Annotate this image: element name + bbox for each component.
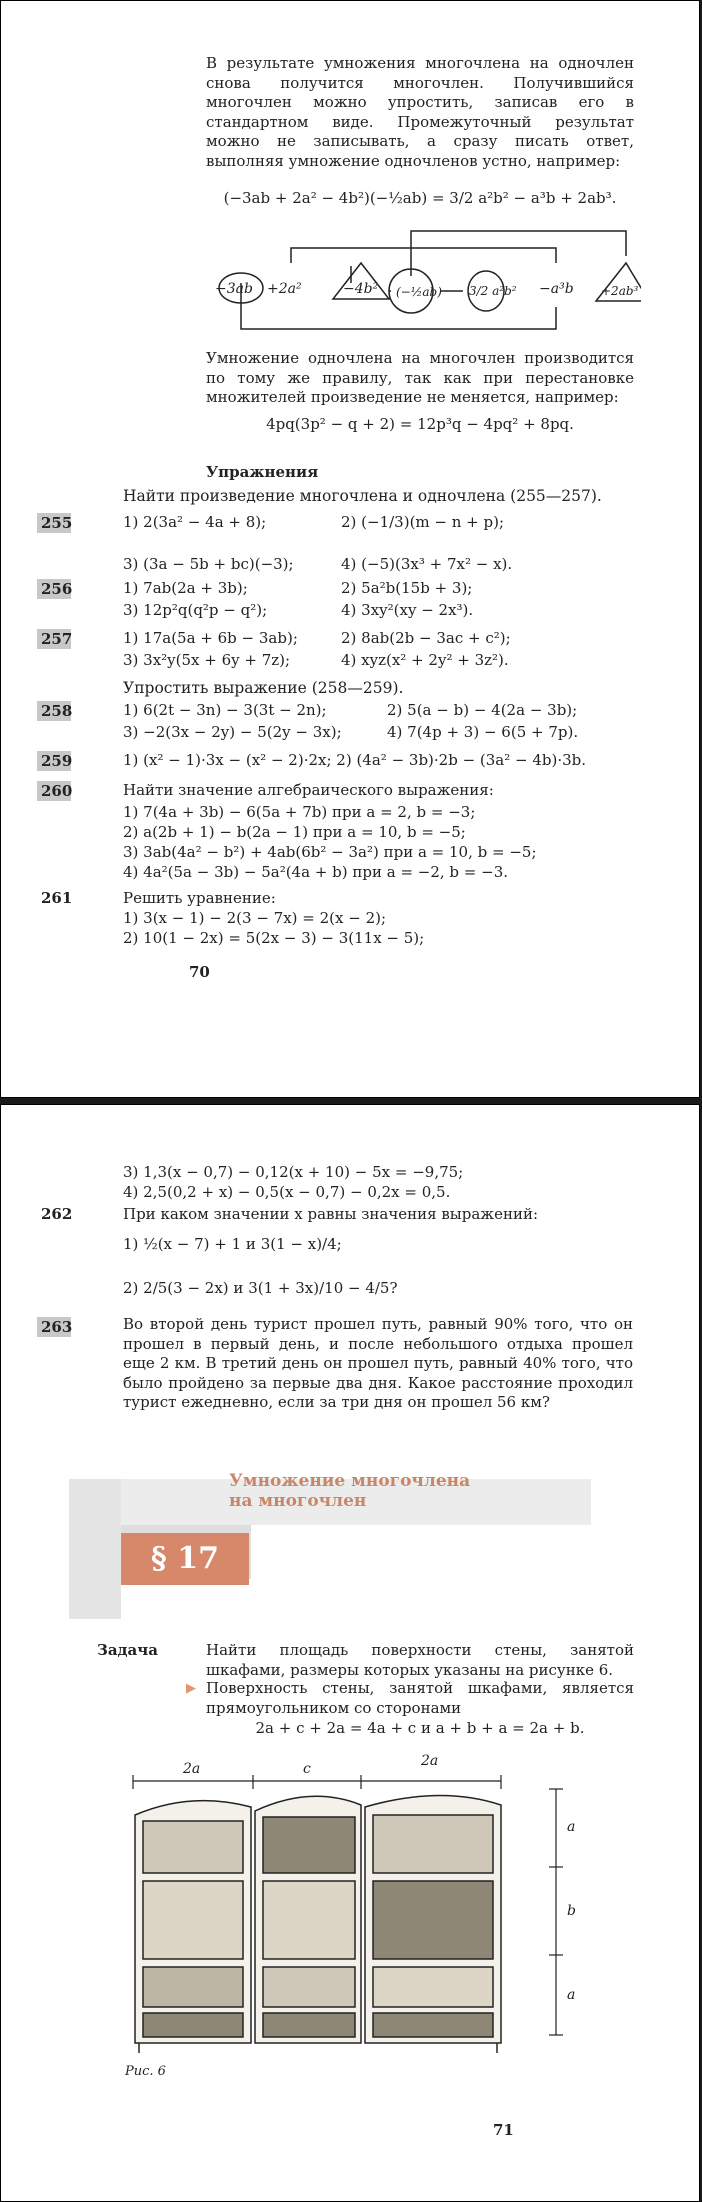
figure-caption: Рис. 6: [125, 2064, 166, 2079]
page-number: 71: [493, 2121, 514, 2139]
exercise-intro: Решить уравнение:: [123, 889, 276, 907]
task-intro-255-257: Найти произведение многочлена и одночлена (255—257).: [123, 487, 602, 505]
exercise-item: 1) ½(x − 7) + 1 и 3(1 − x)/4;: [123, 1235, 342, 1253]
exercise-item: 2) 5(a − b) − 4(2a − 3b);: [387, 701, 578, 719]
exercise-number: 257: [37, 629, 71, 649]
exercise-intro: При каком значении x равны значения выражений:: [123, 1205, 538, 1223]
exercise-item: 2) (−1/3)(m − n + p);: [341, 513, 505, 531]
exercise-item: 4) 4a²(5a − 3b) − 5a²(4a + b) при a = −2, b = −3.: [123, 863, 509, 881]
exercise-intro: Найти значение алгебраического выражения:: [123, 781, 494, 799]
section-decor-vertical: [69, 1479, 121, 1619]
exercises-heading: Упражнения: [206, 463, 319, 481]
exercise-item: 3) 1,3(x − 0,7) − 0,12(x + 10) − 5x = −9,75;: [123, 1163, 464, 1181]
solution-marker-icon: ▶: [186, 1681, 196, 1696]
exercise-number: 260: [37, 781, 71, 801]
diagram-factor: (−½ab): [396, 285, 442, 299]
exercise-item: 3) −2(3x − 2y) − 5(2y − 3x);: [123, 723, 342, 741]
section-number: 17: [177, 1541, 219, 1576]
exercise-item: 1) 7(4a + 3b) − 6(5a + 7b) при a = 2, b = −3;: [123, 803, 476, 821]
dimension-label-top: 2a: [183, 1761, 201, 1777]
exercise-item: 2) 8ab(2b − 3ac + c²);: [341, 629, 511, 647]
exercise-item: 4) 2,5(0,2 + x) − 0,5(x − 0,7) − 0,2x = 0,5.: [123, 1183, 451, 1201]
page-number: 70: [189, 963, 210, 981]
exercise-number: 258: [37, 701, 71, 721]
section-symbol: §: [151, 1541, 167, 1576]
diagram-result2: −a³b: [539, 281, 574, 297]
solution-text: Поверхность стены, занятой шкафами, является прямоугольником со сторонами: [206, 1679, 634, 1717]
multiplication-diagram: [201, 221, 641, 341]
section-title-line1: Умножение многочлена: [229, 1471, 471, 1491]
solution-formula: 2a + c + 2a = 4a + c и a + b + a = 2a + b.: [255, 1719, 585, 1737]
exercise-item: 3) 3ab(4a² − b²) + 4ab(6b² − 3a²) при a = 10, b = −5;: [123, 843, 537, 861]
exercise-item: 1) 7ab(2a + 3b);: [123, 579, 248, 597]
exercise-item: 3) (3a − 5b + bc)(−3);: [123, 555, 294, 573]
page-70: [0, 0, 700, 1098]
exercise-item: 2) a(2b + 1) − b(2a − 1) при a = 10, b = −5;: [123, 823, 466, 841]
diagram-term2: +2a²: [267, 281, 302, 297]
diagram-term1: −3ab: [215, 281, 253, 297]
exercise-number: 262: [41, 1205, 73, 1223]
exercise-item: 4) (−5)(3x³ + 7x² − x).: [341, 555, 513, 573]
exercise-item: 1) 2(3a² − 4a + 8);: [123, 513, 267, 531]
diagram-term3: −4b²: [343, 281, 379, 297]
exercise-item: 2) 2/5(3 − 2x) и 3(1 + 3x)/10 − 4/5?: [123, 1279, 398, 1297]
exercise-number: 261: [41, 889, 73, 907]
exercise-item: 4) xyz(x² + 2y² + 3z²).: [341, 651, 509, 669]
zadacha-text: Найти площадь поверхности стены, занятой шкафами, размеры которых указаны на рисунке 6.: [206, 1641, 634, 1679]
page-71: [0, 1104, 700, 2202]
exercise-item: 4) 3xy²(xy − 2x³).: [341, 601, 474, 619]
dimension-label-top: c: [303, 1761, 311, 1777]
zadacha-label: Задача: [97, 1641, 158, 1659]
exercise-number: 263: [37, 1317, 71, 1337]
example-formula-2: 4pq(3p² − q + 2) = 12p³q − 4pq² + 8pq.: [266, 415, 574, 433]
exercise-item: 1) (x² − 1)·3x − (x² − 2)·2x; 2) (4a² − 3b)·2b − (3a² − 4b)·3b.: [123, 751, 587, 769]
exercise-text: Во второй день турист прошел путь, равный 90% того, что он прошел в первый день, и после небольшого отдыха прошел еще 2 км. В третий день он прошел путь, равный 40% того, что было пройдено за первые два дня. Какое расстояние проходил турист ежедневно, если за три дня он прошел 56 км?: [123, 1315, 633, 1411]
exercise-number: 256: [37, 579, 71, 599]
section-number-badge: [121, 1533, 249, 1585]
exercise-item: 1) 6(2t − 3n) − 3(3t − 2n);: [123, 701, 327, 719]
exercise-item: 1) 17a(5a + 6b − 3ab);: [123, 629, 298, 647]
exercise-number: 255: [37, 513, 71, 533]
example-formula-1: (−3ab + 2a² − 4b²)(−½ab) = 3/2 a²b² − a³b + 2ab³.: [223, 189, 617, 207]
exercise-item: 2) 5a²b(15b + 3);: [341, 579, 473, 597]
dimension-label-side: b: [567, 1903, 576, 1919]
exercise-item: 3) 12p²q(q²p − q²);: [123, 601, 268, 619]
dimension-label-top: 2a: [421, 1753, 439, 1769]
rule-paragraph: Умножение одночлена на многочлен производится по тому же правилу, так как при перестановке множителей произведение не меняется, например:: [206, 349, 634, 406]
exercise-item: 1) 3(x − 1) − 2(3 − 7x) = 2(x − 2);: [123, 909, 387, 927]
dimension-label-side: a: [567, 1819, 576, 1835]
diagram-result3: +2ab³: [601, 284, 639, 298]
task-intro-258-259: Упростить выражение (258—259).: [123, 679, 404, 697]
exercise-item: 2) 10(1 − 2x) = 5(2x − 3) − 3(11x − 5);: [123, 929, 425, 947]
dimension-label-side: a: [567, 1987, 576, 2003]
wardrobe-figure: [121, 1745, 621, 2085]
intro-paragraph: В результате умножения многочлена на одночлен снова получится многочлен. Получившийся многочлен можно упростить, записав его в стандартном виде. Промежуточный результат можно не записывать, а сразу писать ответ, выполняя умножение одночленов устно, например:: [206, 54, 634, 170]
exercise-item: 4) 7(4p + 3) − 6(5 + 7p).: [387, 723, 579, 741]
exercise-number: 259: [37, 751, 71, 771]
diagram-result1: 3/2 a²b²: [469, 284, 517, 298]
section-title-line2: на многочлен: [229, 1491, 367, 1511]
exercise-item: 3) 3x²y(5x + 6y + 7z);: [123, 651, 291, 669]
